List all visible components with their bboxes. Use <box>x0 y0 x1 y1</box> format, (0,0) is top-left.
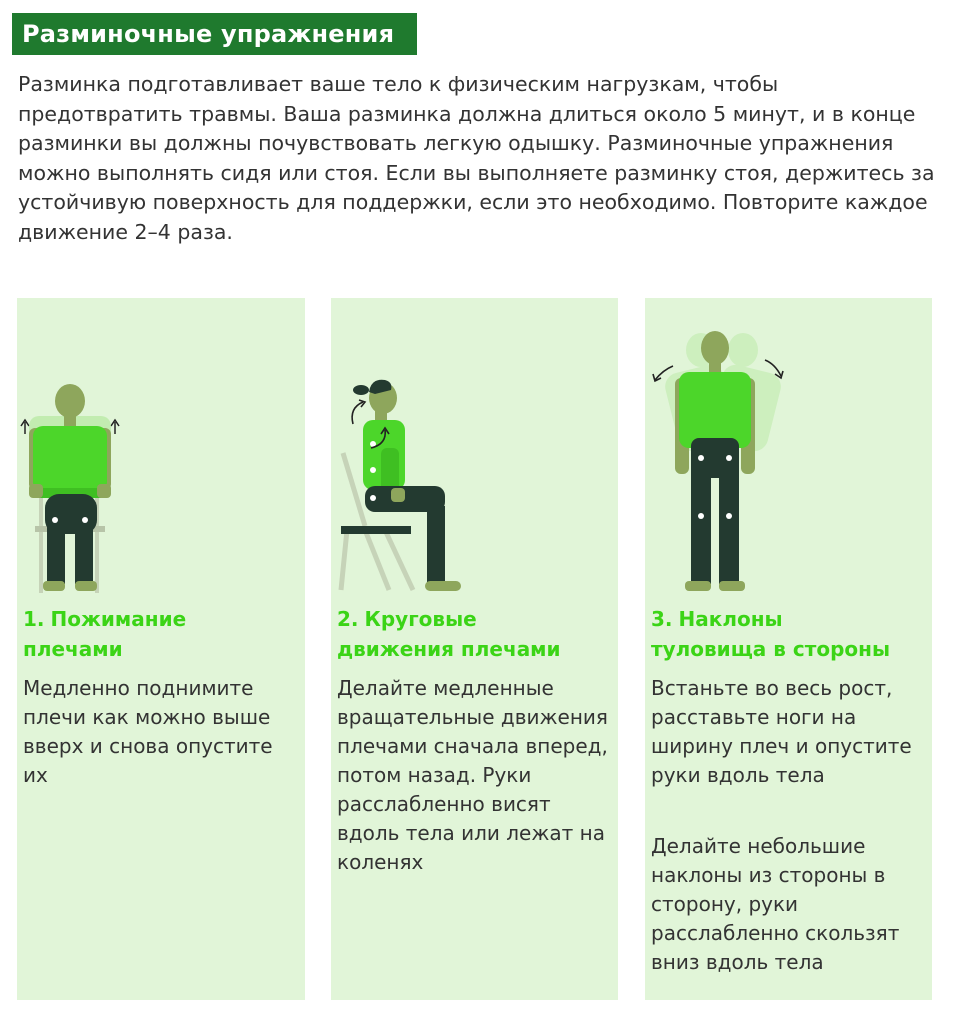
exercise-name: Круговые <box>364 607 477 631</box>
exercise-number: 2. <box>337 607 359 631</box>
shoulder-shrug-illustration <box>17 298 305 598</box>
exercise-3-title <box>651 604 931 664</box>
exercise-name: туловища в стороны <box>651 637 891 661</box>
exercise-number: 3. <box>651 607 673 631</box>
exercise-3-description-2: Делайте небольшие наклоны из стороны в сторону, руки расслабленно скользят вниз вдоль тела <box>651 834 900 974</box>
exercise-card-shoulder-rolls <box>331 298 618 1000</box>
exercise-name: Пожимание <box>50 607 187 631</box>
side-bend-illustration <box>645 298 932 598</box>
shoulder-roll-illustration <box>331 298 618 598</box>
exercise-2-title <box>337 604 617 664</box>
exercise-2-description: Делайте медленные вращательные движения плечами сначала вперед, потом назад. Руки расслабленно висят вдоль тела или лежат на коленях <box>337 676 608 874</box>
exercise-name: плечами <box>23 637 123 661</box>
exercise-1-description: Медленно поднимите плечи как можно выше вверх и снова опустите их <box>23 676 273 787</box>
exercise-card-shoulder-shrugs <box>17 298 305 1000</box>
arrow-up-icon <box>21 420 29 434</box>
page-title-bar <box>12 13 417 55</box>
exercise-name: движения плечами <box>337 637 561 661</box>
exercise-card-side-bends <box>645 298 932 1000</box>
rotate-arrow-icon <box>352 400 365 424</box>
exercise-number: 1. <box>23 607 45 631</box>
intro-paragraph: Разминка подготавливает ваше тело к физическим нагрузкам, чтобы предотвратить травмы. Ваша разминка должна длиться около 5 минут, и в конце разминки вы должны почувствовать легкую одышку. Разминочные упражнения можно выполнять сидя или стоя. Если вы выполняете разминку стоя, держитесь за устойчивую поверхность для поддержки, если это необходимо. Повторите каждое движение 2–4 раза. <box>18 72 935 244</box>
page-title: Разминочные упражнения <box>22 20 395 48</box>
exercise-name: Наклоны <box>678 607 783 631</box>
arrow-up-icon <box>111 420 119 434</box>
exercise-1-title <box>23 604 303 664</box>
exercise-3-description: Встаньте во весь рост, расставьте ноги на ширину плеч и опустите руки вдоль тела <box>651 676 912 787</box>
